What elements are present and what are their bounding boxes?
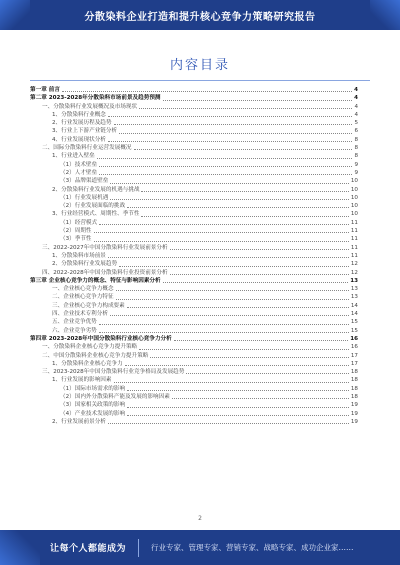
toc-entry-page: 11: [350, 252, 358, 259]
toc-entry-page: 8: [354, 153, 358, 160]
toc-entry-page: 12: [350, 261, 358, 268]
toc-entry-title: 4、行业发展现状分析: [52, 136, 106, 143]
toc-entry-title: （3）国家相关政策的影响: [60, 402, 126, 409]
toc-entry-title: 2、分散染料行业发展趋势: [52, 261, 118, 268]
toc-entry-page: 19: [350, 410, 358, 417]
toc-entry[interactable]: [30, 161, 358, 169]
toc-entry[interactable]: [30, 277, 358, 285]
toc-entry[interactable]: [30, 210, 358, 218]
toc-entry-page: 8: [354, 136, 358, 143]
toc-entry-title: 三、2023-2028年中国分散染料行业竞争格局及发展趋势: [42, 369, 185, 376]
toc-leader-dots: [127, 307, 349, 308]
toc-leader-dots: [94, 232, 349, 233]
page-number: 2: [198, 515, 202, 522]
toc-entry[interactable]: [30, 86, 358, 94]
toc-entry-title: 二、中国分散染料企业核心竞争力提升策略: [42, 352, 149, 359]
toc-entry-page: 18: [350, 393, 358, 400]
toc-leader-dots: [99, 224, 349, 225]
toc-entry-page: 11: [350, 244, 358, 251]
toc-leader-dots: [150, 357, 349, 358]
toc-entry[interactable]: [30, 127, 358, 135]
toc-entry[interactable]: [30, 119, 358, 127]
toc-entry[interactable]: [30, 136, 358, 144]
toc-entry-page: 4: [354, 87, 358, 93]
toc-entry[interactable]: [30, 186, 358, 194]
toc-entry-title: （3）品牌渠道壁垒: [60, 178, 109, 185]
toc-entry-page: 14: [350, 302, 358, 309]
toc-leader-dots: [127, 415, 349, 416]
toc-entry[interactable]: [30, 94, 358, 102]
toc-leader-dots: [108, 423, 349, 424]
toc-entry[interactable]: [30, 152, 358, 160]
toc-leader-dots: [99, 332, 349, 333]
toc-leader-dots: [97, 158, 353, 159]
toc-entry-title: （1）经营模式: [60, 219, 98, 226]
toc-entry-title: 三、企业核心竞争力构成要素: [52, 302, 125, 309]
toc-leader-dots: [139, 108, 352, 109]
toc-entry-title: 2、行业发展前景分析: [52, 418, 106, 425]
toc-entry-title: 二、企业核心竞争力特征: [52, 294, 114, 301]
toc-entry-title: 1、分散染料市场前景: [52, 252, 106, 259]
toc-entry-title: 一、分散染料行业发展概况及市场现状: [42, 103, 138, 110]
toc-entry-title: （1）技术壁垒: [60, 161, 98, 168]
footer-slogan: 让每个人都能成为: [50, 544, 127, 554]
toc-entry[interactable]: [30, 360, 358, 368]
toc-entry-title: 1、分散染料企业核心竞争力: [52, 360, 123, 367]
toc-leader-dots: [99, 174, 352, 175]
toc-leader-dots: [134, 149, 353, 150]
toc-leader-dots: [119, 266, 349, 267]
toc-entry-page: 10: [350, 186, 358, 193]
toc-entry-title: 一、企业核心竞争力概念: [52, 286, 114, 293]
toc-entry[interactable]: [30, 260, 358, 268]
footer-bar: [0, 530, 400, 565]
footer-corner-accent: [0, 530, 40, 565]
heading-divider: [30, 80, 370, 81]
toc-leader-dots: [110, 315, 349, 316]
toc-leader-dots: [125, 365, 349, 366]
toc-leader-dots: [62, 91, 352, 92]
toc-entry-page: 11: [350, 236, 358, 243]
toc-entry-page: 15: [350, 327, 358, 334]
toc-entry[interactable]: [30, 410, 358, 418]
toc-entry-title: 第二章 2023-2028年分散染料市场前景及趋势预测: [30, 95, 161, 102]
table-of-contents: [30, 86, 358, 426]
toc-leader-dots: [174, 340, 349, 341]
header-left-accent: [0, 0, 30, 30]
toc-entry-page: 19: [350, 402, 358, 409]
toc-entry-page: 13: [350, 294, 358, 301]
toc-entry[interactable]: [30, 343, 358, 351]
toc-leader-dots: [108, 141, 353, 142]
toc-entry[interactable]: [30, 385, 358, 393]
footer-divider: [138, 539, 139, 557]
toc-entry-title: 四、2022-2028年中国分散染料行业投资前景分析: [42, 269, 168, 276]
toc-leader-dots: [116, 299, 349, 300]
toc-entry[interactable]: [30, 227, 358, 235]
toc-entry-page: 4: [354, 103, 358, 110]
toc-leader-dots: [99, 324, 349, 325]
toc-leader-dots: [110, 199, 349, 200]
toc-leader-dots: [114, 124, 353, 125]
toc-entry-page: 17: [350, 352, 358, 359]
toc-entry[interactable]: [30, 418, 358, 426]
toc-entry[interactable]: [30, 235, 358, 243]
toc-entry[interactable]: [30, 111, 358, 119]
toc-heading: 内容目录: [169, 58, 230, 73]
toc-entry[interactable]: [30, 269, 358, 277]
toc-leader-dots: [110, 183, 349, 184]
toc-entry-title: 四、企业技术专利分析: [52, 311, 108, 318]
toc-entry-title: 二、国际分散染料行业运营发展概况: [42, 145, 132, 152]
toc-leader-dots: [172, 398, 349, 399]
toc-entry-page: 8: [354, 145, 358, 152]
report-title: 分散染料企业打造和提升核心竞争力策略研究报告: [84, 11, 316, 23]
toc-entry-title: 第四章 2023-2028年中国分散染料行业核心竞争力分析: [30, 335, 172, 342]
toc-entry-title: 五、企业竞争优势: [52, 319, 97, 326]
toc-leader-dots: [114, 382, 349, 383]
toc-entry[interactable]: [30, 103, 358, 111]
toc-leader-dots: [127, 390, 349, 391]
toc-entry-title: 第三章 企业核心竞争力的概念、特征与影响因素分析: [30, 277, 161, 284]
toc-entry-title: 3、行业上下游产业链分析: [52, 128, 118, 135]
toc-leader-dots: [127, 407, 349, 408]
toc-entry-page: 16: [350, 335, 358, 342]
toc-entry-title: （2）周期性: [60, 228, 92, 235]
toc-entry-page: 5: [354, 120, 358, 127]
toc-entry[interactable]: [30, 302, 358, 310]
toc-entry-page: 11: [350, 228, 358, 235]
toc-entry-title: 2、分散染料行业发展的机遇与挑战: [52, 186, 140, 193]
toc-entry[interactable]: [30, 352, 358, 360]
toc-entry-title: （2）人才壁垒: [60, 169, 98, 176]
toc-entry[interactable]: [30, 202, 358, 210]
toc-leader-dots: [94, 241, 349, 242]
toc-entry[interactable]: [30, 285, 358, 293]
toc-entry-page: 16: [350, 344, 358, 351]
toc-leader-dots: [127, 207, 349, 208]
toc-leader-dots: [163, 282, 349, 283]
toc-leader-dots: [163, 100, 353, 101]
toc-leader-dots: [170, 249, 349, 250]
toc-entry[interactable]: [30, 177, 358, 185]
toc-entry-title: 1、分散染料行业概念: [52, 111, 106, 118]
toc-entry-page: 17: [350, 360, 358, 367]
toc-entry[interactable]: [30, 327, 358, 335]
toc-entry-page: 12: [350, 269, 358, 276]
toc-entry-page: 10: [350, 178, 358, 185]
toc-entry-title: （4）产业技术发展的影响: [60, 410, 126, 417]
header-right-accent: [370, 0, 400, 30]
toc-entry-title: （1）行业发展机遇: [60, 194, 109, 201]
toc-entry-page: 10: [350, 211, 358, 218]
toc-entry[interactable]: [30, 144, 358, 152]
toc-entry-title: （1）国际市场需求的影响: [60, 385, 126, 392]
toc-entry[interactable]: [30, 169, 358, 177]
toc-leader-dots: [108, 116, 353, 117]
toc-entry-title: 六、企业竞争劣势: [52, 327, 97, 334]
toc-entry[interactable]: [30, 376, 358, 384]
toc-entry-page: 6: [354, 128, 358, 135]
toc-entry-page: 13: [350, 277, 358, 284]
toc-leader-dots: [141, 191, 348, 192]
toc-entry-title: 1、行业发展的影响因素: [52, 377, 112, 384]
toc-entry-page: 15: [350, 319, 358, 326]
toc-entry[interactable]: [30, 244, 358, 252]
toc-entry-page: 4: [354, 95, 358, 102]
toc-entry[interactable]: [30, 310, 358, 318]
toc-entry[interactable]: [30, 252, 358, 260]
toc-entry-title: （2）行业发展面临的挑战: [60, 203, 126, 210]
toc-entry-title: 一、分散染料企业核心竞争力提升策略: [42, 344, 138, 351]
toc-entry-page: 19: [350, 418, 358, 425]
toc-entry[interactable]: [30, 335, 358, 343]
toc-leader-dots: [116, 290, 349, 291]
toc-entry[interactable]: [30, 219, 358, 227]
toc-entry[interactable]: [30, 318, 358, 326]
toc-entry-page: 10: [350, 194, 358, 201]
toc-entry-title: 三、2022-2027年中国分散染料行业发展前景分析: [42, 244, 168, 251]
toc-leader-dots: [119, 133, 352, 134]
toc-entry[interactable]: [30, 194, 358, 202]
toc-leader-dots: [108, 257, 349, 258]
toc-leader-dots: [186, 373, 349, 374]
toc-leader-dots: [139, 349, 349, 350]
toc-entry-page: 4: [354, 111, 358, 118]
toc-leader-dots: [141, 216, 348, 217]
footer-tags: 行业专家、管理专家、营销专家、战略专家、成功企业家……: [151, 543, 354, 552]
toc-entry-page: 13: [350, 286, 358, 293]
toc-entry-title: 1、行业进入壁垒: [52, 153, 95, 160]
toc-entry-page: 11: [350, 219, 358, 226]
toc-entry-title: 3、行业经营模式、周期性、季节性: [52, 211, 140, 218]
toc-entry-page: 9: [354, 169, 358, 176]
toc-entry-page: 18: [350, 377, 358, 384]
toc-entry[interactable]: [30, 293, 358, 301]
toc-entry[interactable]: [30, 401, 358, 409]
toc-entry-page: 18: [350, 385, 358, 392]
toc-entry-page: 14: [350, 311, 358, 318]
toc-entry[interactable]: [30, 393, 358, 401]
toc-entry-page: 9: [354, 161, 358, 168]
toc-entry-title: 2、行业发展历程及趋势: [52, 120, 112, 127]
toc-leader-dots: [170, 274, 349, 275]
toc-entry-page: 10: [350, 203, 358, 210]
toc-entry[interactable]: [30, 368, 358, 376]
toc-entry-title: 第一章 前言: [30, 87, 60, 93]
toc-entry-title: （2）国内外分散染料产能及发展的影响因素: [60, 393, 170, 400]
toc-leader-dots: [99, 166, 352, 167]
header-bar: [0, 0, 400, 30]
toc-entry-title: （3）季节性: [60, 236, 92, 243]
toc-entry-page: 18: [350, 369, 358, 376]
